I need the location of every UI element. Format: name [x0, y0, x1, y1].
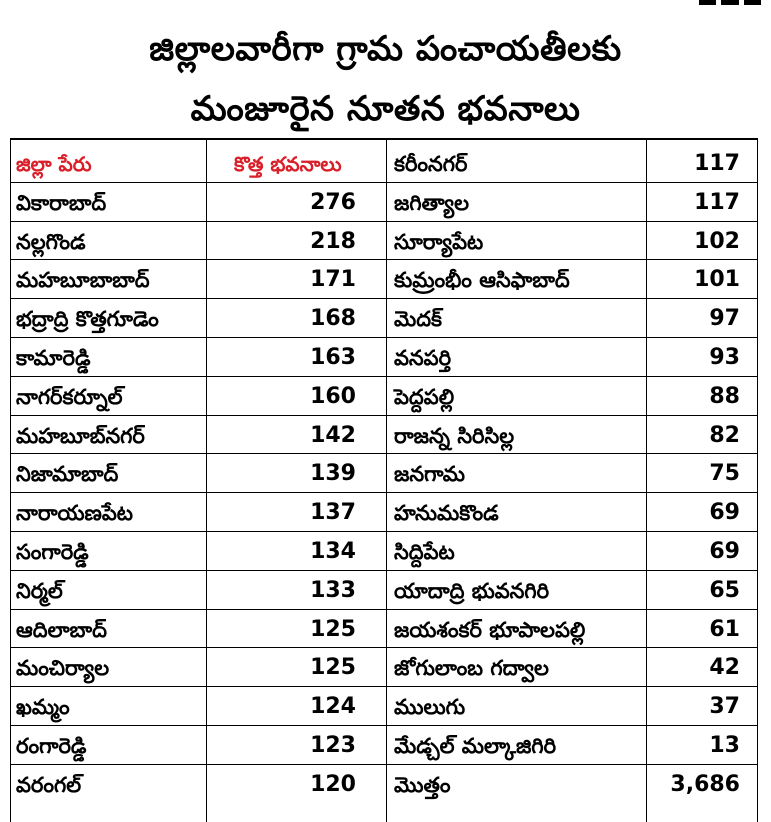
row-divider — [10, 376, 386, 377]
district-name: మేడ్చల్ మల్కాజిగిరి — [394, 734, 557, 758]
row-divider — [10, 298, 386, 299]
row-divider — [386, 764, 758, 765]
building-count: 137 — [310, 500, 356, 526]
district-name: కుమ్రంభీం ఆసిఫాబాద్ — [394, 268, 570, 293]
district-name: మంచిర్యాల — [16, 656, 110, 681]
row-divider — [10, 531, 386, 532]
district-name: సంగారెడ్డి — [16, 540, 89, 564]
building-count: 37 — [709, 694, 740, 720]
district-name: జోగులాంబ గద్వాల — [394, 656, 549, 681]
building-count: 93 — [709, 345, 740, 370]
corner-mark — [699, 0, 761, 5]
district-name: మహబూబ్‌నగర్ — [16, 423, 145, 448]
row-divider — [386, 453, 758, 454]
district-name: నిర్మల్ — [16, 578, 63, 603]
row-divider — [386, 725, 758, 726]
building-count: 97 — [709, 306, 740, 332]
district-name: ఆదిలాబాద్ — [16, 617, 107, 642]
district-name: భద్రాద్రి కొత్తగూడెం — [16, 307, 159, 332]
row-divider — [386, 686, 758, 687]
row-divider — [386, 492, 758, 493]
district-name: జగిత్యాల — [394, 190, 470, 215]
building-count: 65 — [709, 577, 740, 603]
district-name: రాజన్న సిరిసిల్ల — [394, 423, 515, 448]
row-divider — [10, 259, 386, 260]
district-name: నిజామాబాద్ — [16, 462, 119, 487]
district-name: జనగామ — [394, 462, 466, 487]
column-divider — [386, 138, 387, 822]
district-name: వనపర్తి — [394, 346, 452, 370]
district-name: నల్లగొండ — [16, 229, 86, 254]
row-divider — [386, 337, 758, 338]
district-name: సిద్దిపేట — [394, 540, 455, 564]
row-divider — [10, 609, 386, 610]
district-name: హనుమకొండ — [394, 501, 499, 526]
building-count: 134 — [310, 539, 356, 564]
header-buildings: కొత్త భవనాలు — [234, 152, 342, 176]
header-district: జిల్లా పేరు — [16, 152, 92, 176]
table-top-border — [10, 138, 758, 140]
building-count: 102 — [694, 228, 740, 254]
building-count: 139 — [310, 461, 356, 487]
district-name: జయశంకర్ భూపాలపల్లి — [394, 617, 586, 642]
building-count: 163 — [310, 345, 356, 370]
building-count: 276 — [310, 189, 356, 215]
building-count: 171 — [310, 267, 356, 293]
building-count: 3,686 — [670, 771, 740, 797]
building-count: 168 — [310, 306, 356, 332]
building-count: 125 — [310, 616, 356, 642]
building-count: 13 — [709, 733, 740, 758]
district-name: నాగర్‌కర్నూల్ — [16, 384, 123, 409]
building-count: 42 — [709, 655, 740, 681]
row-divider — [386, 376, 758, 377]
row-divider — [10, 453, 386, 454]
row-divider — [10, 415, 386, 416]
building-count: 69 — [709, 539, 740, 564]
row-divider — [10, 686, 386, 687]
table-border-left — [10, 138, 11, 822]
row-divider — [10, 570, 386, 571]
building-count: 61 — [709, 616, 740, 642]
building-count: 123 — [310, 733, 356, 758]
row-divider — [10, 182, 386, 183]
district-name: కామారెడ్డి — [16, 346, 91, 370]
building-count: 88 — [709, 383, 740, 409]
row-divider — [386, 570, 758, 571]
district-name: కరీంనగర్ — [394, 152, 468, 176]
district-name: నారాయణపేట — [16, 501, 133, 526]
row-divider — [10, 337, 386, 338]
row-divider — [10, 221, 386, 222]
building-count: 124 — [310, 694, 356, 720]
row-divider — [386, 647, 758, 648]
building-count: 117 — [694, 189, 740, 215]
row-divider — [386, 298, 758, 299]
district-name: ఖమ్మం — [16, 695, 70, 720]
building-count: 82 — [709, 422, 740, 448]
district-name: మహబూబాబాద్ — [16, 268, 150, 293]
building-count: 125 — [310, 655, 356, 681]
building-count: 101 — [694, 267, 740, 293]
row-divider — [386, 221, 758, 222]
row-divider — [10, 764, 386, 765]
row-divider — [386, 415, 758, 416]
row-divider — [10, 647, 386, 648]
table-border-right — [757, 138, 758, 822]
building-count: 120 — [310, 771, 356, 797]
page-subtitle: మంజూరైన నూతన భవనాలు — [190, 89, 581, 129]
district-name: పెద్దపల్లి — [394, 384, 455, 409]
building-count: 69 — [709, 500, 740, 526]
building-count: 142 — [310, 422, 356, 448]
district-name: యాదాద్రి భువనగిరి — [394, 578, 550, 603]
page-title: జిల్లాలవారీగా గ్రామ పంచాయతీలకు — [149, 29, 622, 69]
district-name: సూర్యాపేట — [394, 229, 484, 254]
district-name: రంగారెడ్డి — [16, 734, 87, 758]
district-name: వికారాబాద్ — [16, 190, 107, 215]
district-name: మెదక్ — [394, 307, 443, 332]
row-divider — [10, 492, 386, 493]
building-count: 133 — [310, 577, 356, 603]
building-count: 117 — [694, 151, 740, 176]
row-divider — [10, 725, 386, 726]
district-name: వరంగల్ — [16, 772, 82, 797]
district-name: మొత్తం — [394, 772, 451, 797]
district-name: ములుగు — [394, 695, 466, 720]
row-divider — [386, 182, 758, 183]
row-divider — [386, 609, 758, 610]
row-divider — [386, 259, 758, 260]
row-divider — [386, 531, 758, 532]
building-count: 160 — [310, 383, 356, 409]
building-count: 75 — [709, 461, 740, 487]
building-count: 218 — [310, 228, 356, 254]
